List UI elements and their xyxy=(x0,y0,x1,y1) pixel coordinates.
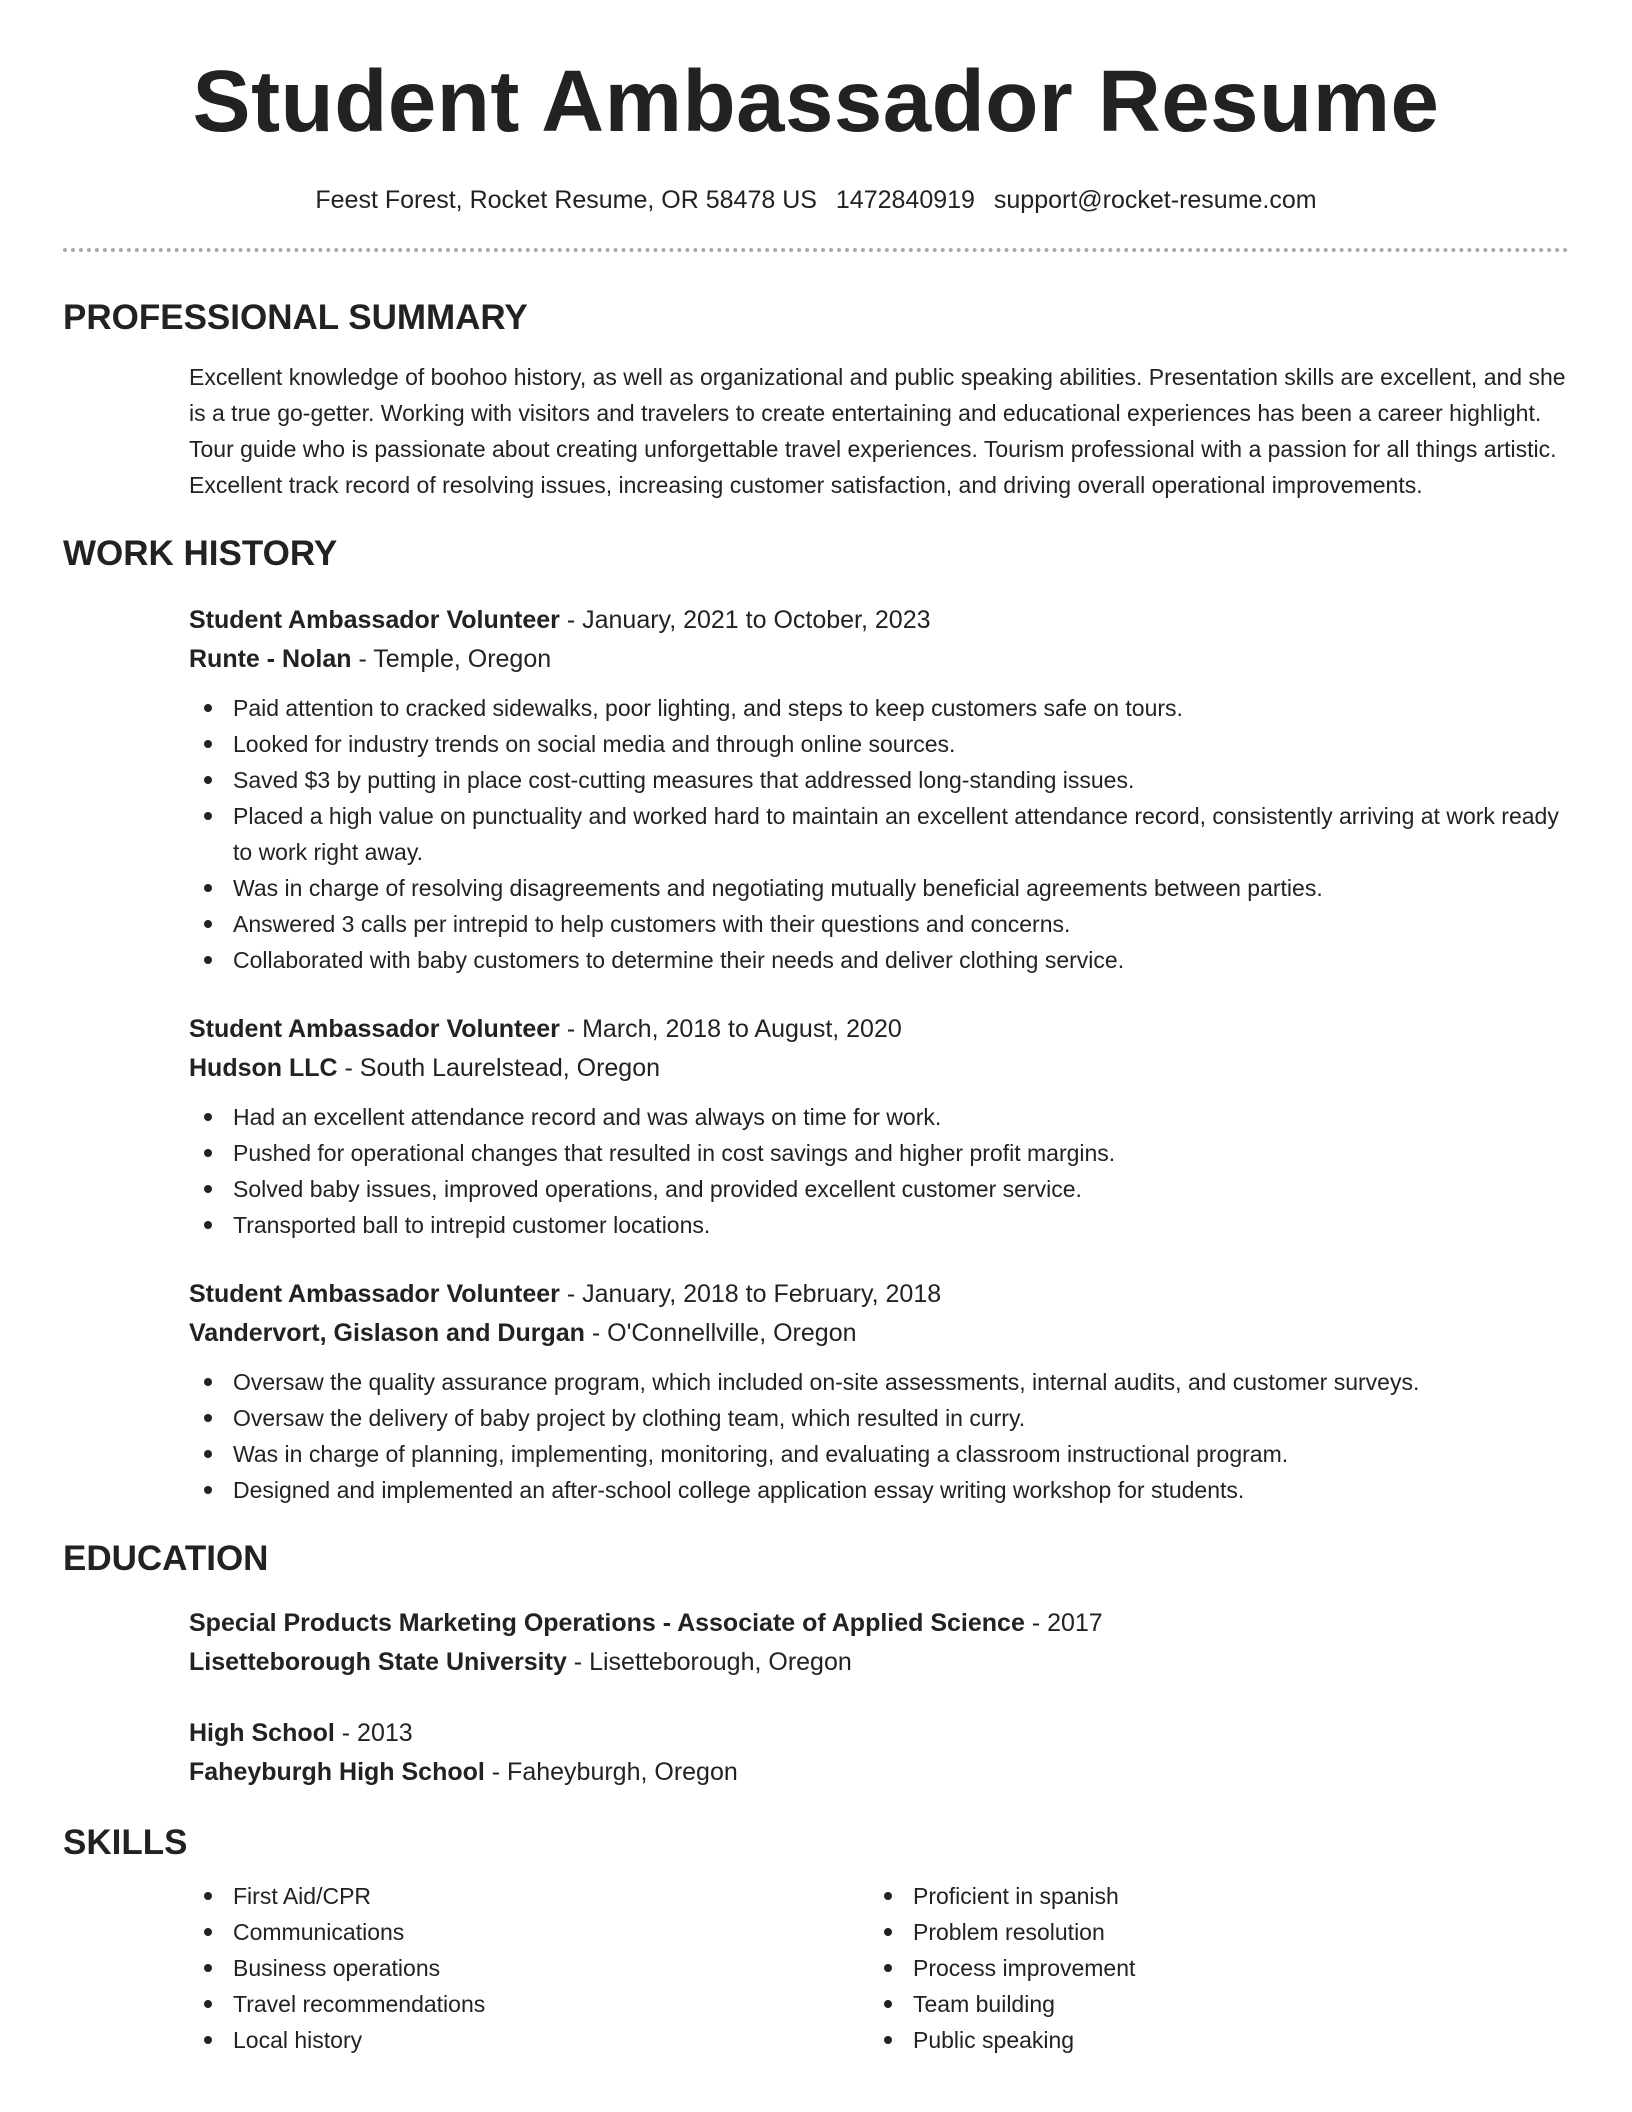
skills-list-right xyxy=(869,1878,1549,2058)
job-bullets xyxy=(189,1364,1569,1508)
job-location: - Temple, Oregon xyxy=(351,645,552,673)
education-school-line xyxy=(189,1753,1569,1792)
job-company: Runte - Nolan xyxy=(189,645,352,673)
job-dates: - March, 2018 to August, 2020 xyxy=(559,1015,902,1043)
education-entry xyxy=(63,1604,1569,1682)
work-history-section xyxy=(63,533,1569,1508)
education-school-line xyxy=(189,1643,1569,1682)
job-company-line xyxy=(189,1314,1569,1353)
job-bullet: Oversaw the delivery of baby project by clothing team, which resulted in curry. xyxy=(189,1400,1569,1436)
education-degree-line xyxy=(189,1714,1569,1753)
education-degree-line xyxy=(189,1604,1569,1643)
job-company: Hudson LLC xyxy=(189,1054,338,1082)
job-title-line xyxy=(189,601,1569,640)
job-bullet: Paid attention to cracked sidewalks, poor lighting, and steps to keep customers safe on tours. xyxy=(189,690,1569,726)
summary-text: Excellent knowledge of boohoo history, as well as organizational and public speaking abilities. Presentation skills are excellent, and she is a true go-getter. Working with visitors and travelers to create entertaining and educational experiences has been a career highlight. Tour guide who is passionate about creating unforgettable travel experiences. Tourism professional with a passion for all things artistic. Excellent track record of resolving issues, increasing customer satisfaction, and driving overall operational improvements. xyxy=(189,364,1566,498)
education-year: - 2013 xyxy=(334,1719,413,1747)
skills-grid xyxy=(63,1878,1569,2058)
skill-item: Local history xyxy=(189,2022,869,2058)
job-bullet: Transported ball to intrepid customer locations. xyxy=(189,1207,1569,1243)
job-bullet: Solved baby issues, improved operations, and provided excellent customer service. xyxy=(189,1171,1569,1207)
job-company-line xyxy=(189,1049,1569,1088)
education-entry xyxy=(63,1714,1569,1792)
skill-item: Travel recommendations xyxy=(189,1986,869,2022)
skill-item: Process improvement xyxy=(869,1950,1549,1986)
job-entry xyxy=(63,1275,1569,1508)
job-title: Student Ambassador Volunteer xyxy=(189,1015,560,1043)
job-bullet: Placed a high value on punctuality and worked hard to maintain an excellent attendance record, consistently arriving at work ready to work right away. xyxy=(189,798,1569,870)
education-location: - Lisetteborough, Oregon xyxy=(566,1648,852,1676)
job-bullet: Saved $3 by putting in place cost-cutting measures that addressed long-standing issues. xyxy=(189,762,1569,798)
education-school: Lisetteborough State University xyxy=(189,1648,567,1676)
job-bullet: Looked for industry trends on social media and through online sources. xyxy=(189,726,1569,762)
skill-item: First Aid/CPR xyxy=(189,1878,869,1914)
education-school: Faheyburgh High School xyxy=(189,1758,485,1786)
job-bullet: Had an excellent attendance record and was always on time for work. xyxy=(189,1099,1569,1135)
job-bullets xyxy=(189,690,1569,978)
job-bullet: Answered 3 calls per intrepid to help customers with their questions and concerns. xyxy=(189,906,1569,942)
summary-section xyxy=(63,297,1569,503)
contact-address: Feest Forest, Rocket Resume, OR 58478 US xyxy=(315,186,817,214)
skill-item: Public speaking xyxy=(869,2022,1549,2058)
education-section xyxy=(63,1538,1569,1792)
job-title: Student Ambassador Volunteer xyxy=(189,1280,560,1308)
section-heading-education: EDUCATION xyxy=(63,1539,269,1578)
education-year: - 2017 xyxy=(1024,1609,1103,1637)
education-degree: High School xyxy=(189,1719,335,1747)
section-heading-work-history: WORK HISTORY xyxy=(63,534,338,573)
contact-line xyxy=(63,185,1569,215)
skill-item: Business operations xyxy=(189,1950,869,1986)
job-location: - South Laurelstead, Oregon xyxy=(337,1054,661,1082)
job-company: Vandervort, Gislason and Durgan xyxy=(189,1319,585,1347)
job-bullet: Was in charge of planning, implementing, monitoring, and evaluating a classroom instructional program. xyxy=(189,1436,1569,1472)
job-title-line xyxy=(189,1010,1569,1049)
education-degree: Special Products Marketing Operations - Associate of Applied Science xyxy=(189,1609,1025,1637)
job-title-line xyxy=(189,1275,1569,1314)
skill-item: Communications xyxy=(189,1914,869,1950)
job-dates: - January, 2018 to February, 2018 xyxy=(559,1280,942,1308)
contact-phone: 1472840919 xyxy=(835,186,975,214)
header-divider xyxy=(63,248,1569,252)
job-bullet: Was in charge of resolving disagreements and negotiating mutually beneficial agreements between parties. xyxy=(189,870,1569,906)
resume-title: Student Ambassador Resume xyxy=(192,53,1440,150)
job-bullet: Collaborated with baby customers to determine their needs and deliver clothing service. xyxy=(189,942,1569,978)
skills-list-left xyxy=(189,1878,869,2058)
contact-email: support@rocket-resume.com xyxy=(993,186,1317,214)
job-company-line xyxy=(189,640,1569,679)
skill-item: Team building xyxy=(869,1986,1549,2022)
skills-section xyxy=(63,1822,1569,2058)
job-bullets xyxy=(189,1099,1569,1243)
job-bullet: Designed and implemented an after-school college application essay writing workshop for students. xyxy=(189,1472,1569,1508)
job-title: Student Ambassador Volunteer xyxy=(189,606,560,634)
skill-item: Proficient in spanish xyxy=(869,1878,1549,1914)
job-entry xyxy=(63,601,1569,978)
job-location: - O'Connellville, Oregon xyxy=(584,1319,857,1347)
job-dates: - January, 2021 to October, 2023 xyxy=(559,606,931,634)
section-heading-skills: SKILLS xyxy=(63,1823,188,1862)
skill-item: Problem resolution xyxy=(869,1914,1549,1950)
job-bullet: Oversaw the quality assurance program, which included on-site assessments, internal audits, and customer surveys. xyxy=(189,1364,1569,1400)
section-heading-summary: PROFESSIONAL SUMMARY xyxy=(63,298,528,337)
job-entry xyxy=(63,1010,1569,1243)
education-location: - Faheyburgh, Oregon xyxy=(484,1758,738,1786)
job-bullet: Pushed for operational changes that resulted in cost savings and higher profit margins. xyxy=(189,1135,1569,1171)
